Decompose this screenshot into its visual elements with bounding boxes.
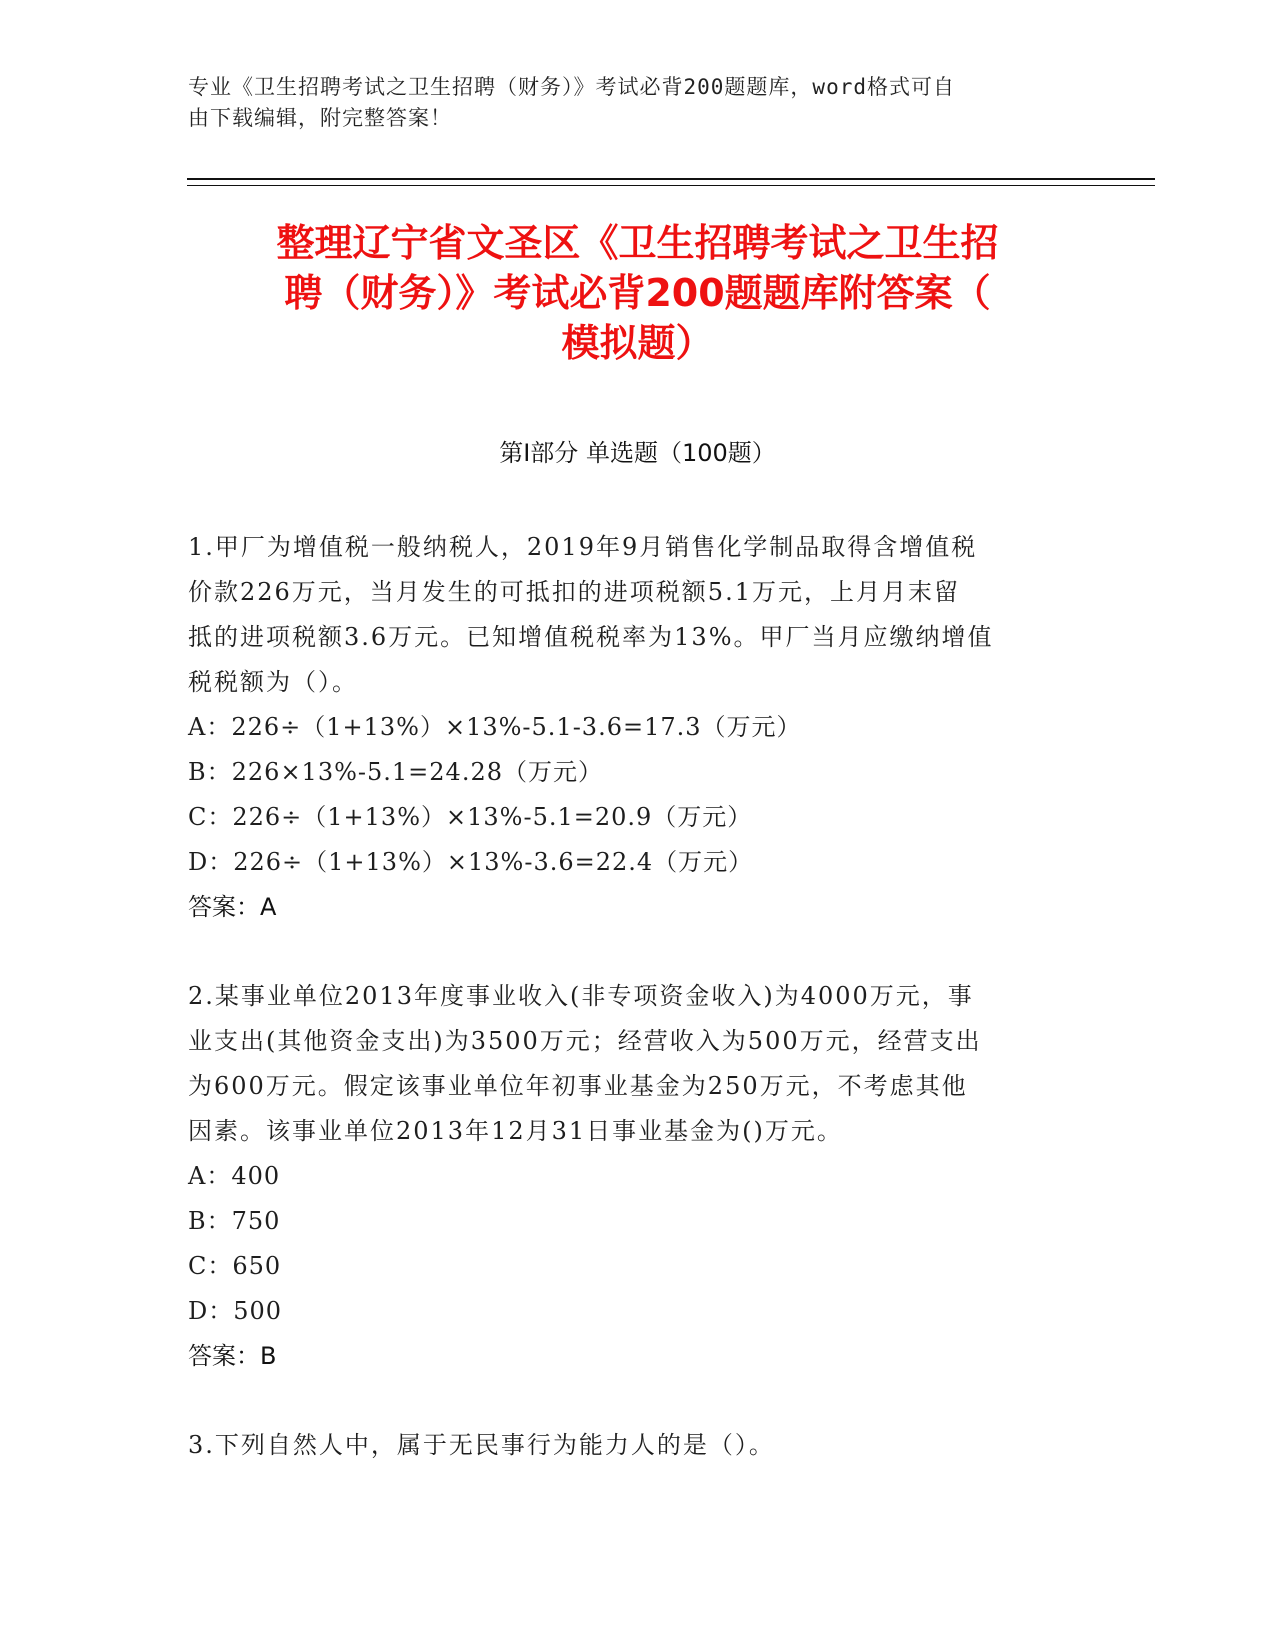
stem-line: 价款226万元，当月发生的可抵扣的进项税额5.1万元，上月月末留 — [188, 578, 960, 606]
header-note — [188, 72, 1068, 134]
stem-line: 3.下列自然人中，属于无民事行为能力人的是（）。 — [188, 1431, 775, 1459]
question-2-option-b: B：750 — [188, 1207, 281, 1235]
header-divider-thin — [187, 185, 1155, 186]
question-1-option-c: C：226÷（1+13%）×13%-5.1=20.9（万元） — [188, 803, 753, 831]
question-2-stem — [188, 974, 1088, 1154]
title-line-3: 模拟题） — [561, 321, 714, 365]
question-1-option-d: D：226÷（1+13%）×13%-3.6=22.4（万元） — [188, 848, 754, 876]
title-line-2: 聘（财务）》考试必背200题题库附答案（ — [284, 271, 991, 315]
question-1-answer: 答案：A — [188, 893, 277, 921]
stem-line: 业支出(其他资金支出)为3500万元；经营收入为500万元，经营支出 — [188, 1027, 982, 1055]
question-2 — [188, 974, 1088, 1379]
question-1-option-b: B：226×13%-5.1=24.28（万元） — [188, 758, 603, 786]
question-1-option-a: A：226÷（1+13%）×13%-5.1-3.6=17.3（万元） — [188, 713, 802, 741]
question-1 — [188, 525, 1088, 930]
question-2-option-d: D：500 — [188, 1297, 283, 1325]
section-heading: 第I部分 单选题（100题） — [499, 439, 776, 467]
stem-line: 为600万元。假定该事业单位年初事业基金为250万元，不考虑其他 — [188, 1072, 968, 1100]
stem-line: 1.甲厂为增值税一般纳税人，2019年9月销售化学制品取得含增值税 — [188, 533, 978, 561]
question-2-option-c: C：650 — [188, 1252, 282, 1280]
header-divider-thick — [187, 178, 1155, 180]
question-list — [188, 525, 1088, 1512]
stem-line: 抵的进项税额3.6万元。已知增值税税率为13%。甲厂当月应缴纳增值 — [188, 623, 994, 651]
question-2-option-a: A：400 — [188, 1162, 281, 1190]
stem-line: 税税额为（）。 — [188, 668, 358, 696]
stem-line: 2.某事业单位2013年度事业收入(非专项资金收入)为4000万元，事 — [188, 982, 974, 1010]
document-title — [150, 218, 1125, 368]
header-note-line-1: 专业《卫生招聘考试之卫生招聘（财务）》考试必背200题题库，word格式可自 — [188, 75, 955, 99]
question-2-answer: 答案：B — [188, 1342, 277, 1370]
title-line-1: 整理辽宁省文圣区《卫生招聘考试之卫生招 — [276, 221, 999, 265]
stem-line: 因素。该事业单位2013年12月31日事业基金为()万元。 — [188, 1117, 843, 1145]
header-note-line-2: 由下载编辑，附完整答案！ — [188, 106, 452, 130]
question-3-stem — [188, 1423, 1088, 1468]
question-1-stem — [188, 525, 1088, 705]
question-3 — [188, 1423, 1088, 1468]
